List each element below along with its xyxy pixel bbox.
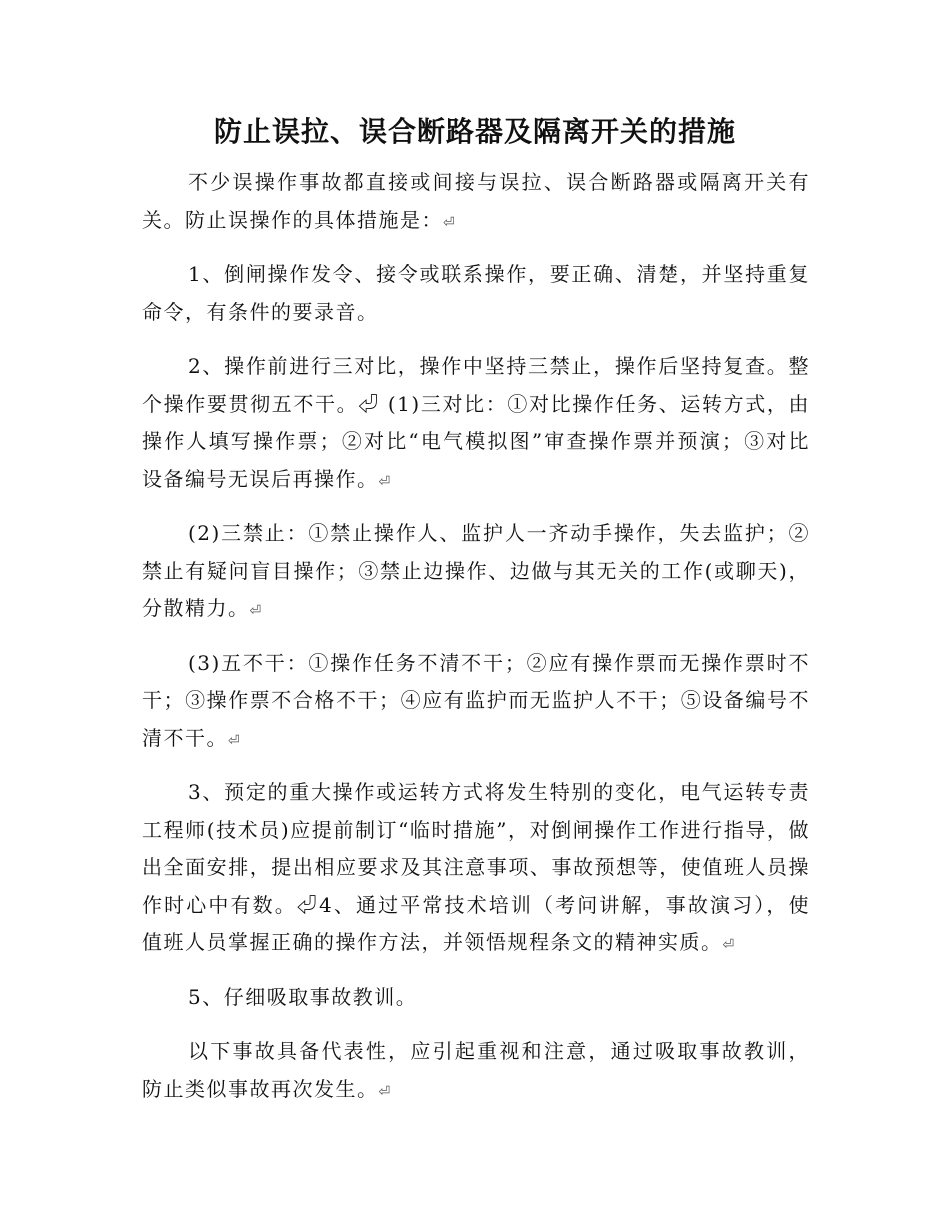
paragraph-text: 3、预定的重大操作或运转方式将发生特别的变化，电气运转专责工程师(技术员)应提前制订“临时措施”，对倒闸操作工作进行指导，做出全面安排，提出相应要求及其注意事项、事故预想等，使值班人员操作时心中有数。⏎4、通过平常技术培训（考问讲解，事故演习），使值班人员掌握正确的操作方法，并领悟规程条文的精神实质。 <box>142 780 810 954</box>
paragraph-text: (3)五不干：①操作任务不清不干；②应有操作票而无操作票时不干；③操作票不合格不干；④应有监护而无监护人不干；⑤设备编号不清不干。 <box>142 650 810 750</box>
paragraph-five-nots <box>142 645 810 761</box>
paragraph-mark: ⏎ <box>249 603 262 619</box>
document-title: 防止误拉、误合断路器及隔离开关的措施 <box>213 115 736 148</box>
paragraph-mark: ⏎ <box>378 473 391 490</box>
paragraph-three-prohibitions <box>142 515 810 631</box>
paragraph-mark: ⏎ <box>228 732 240 749</box>
document-body <box>142 164 810 1125</box>
paragraph-item-5 <box>142 979 810 1020</box>
paragraph-text: 以下事故具备代表性，应引起重视和注意，通过吸取事故教训，防止类似事故再次发生。 <box>142 1039 810 1101</box>
paragraph-mark: ⏎ <box>722 937 735 953</box>
paragraph-text: 5、仔细吸取事故教训。 <box>188 984 418 1009</box>
paragraph-mark: ⏎ <box>378 1083 391 1100</box>
paragraph-closing <box>142 1033 810 1111</box>
paragraph-item-2 <box>142 348 810 501</box>
paragraph-mark: ⏎ <box>443 214 455 231</box>
paragraph-item-1 <box>142 256 810 334</box>
paragraph-text: 不少误操作事故都直接或间接与误拉、误合断路器或隔离开关有关。防止误操作的具体措施是： <box>142 170 810 232</box>
paragraph-text: 2、操作前进行三对比，操作中坚持三禁止，操作后坚持复查。整个操作要贯彻五不干。⏎ (1)三对比：①对比操作任务、运转方式，由操作人填写操作票；②对比“电气模拟图”审查操作票并预演；③对比设备编号无误后再操作。 <box>142 354 810 491</box>
paragraph-intro <box>142 164 810 242</box>
paragraph-text: (2)三禁止：①禁止操作人、监护人一齐动手操作，失去监护；②禁止有疑问盲目操作；③禁止边操作、边做与其无关的工作(或聊天)，分散精力。 <box>142 521 810 620</box>
paragraph-item-3-4 <box>142 774 810 965</box>
paragraph-text: 1、倒闸操作发令、接令或联系操作，要正确、清楚，并坚持重复命令，有条件的要录音。 <box>142 262 810 324</box>
